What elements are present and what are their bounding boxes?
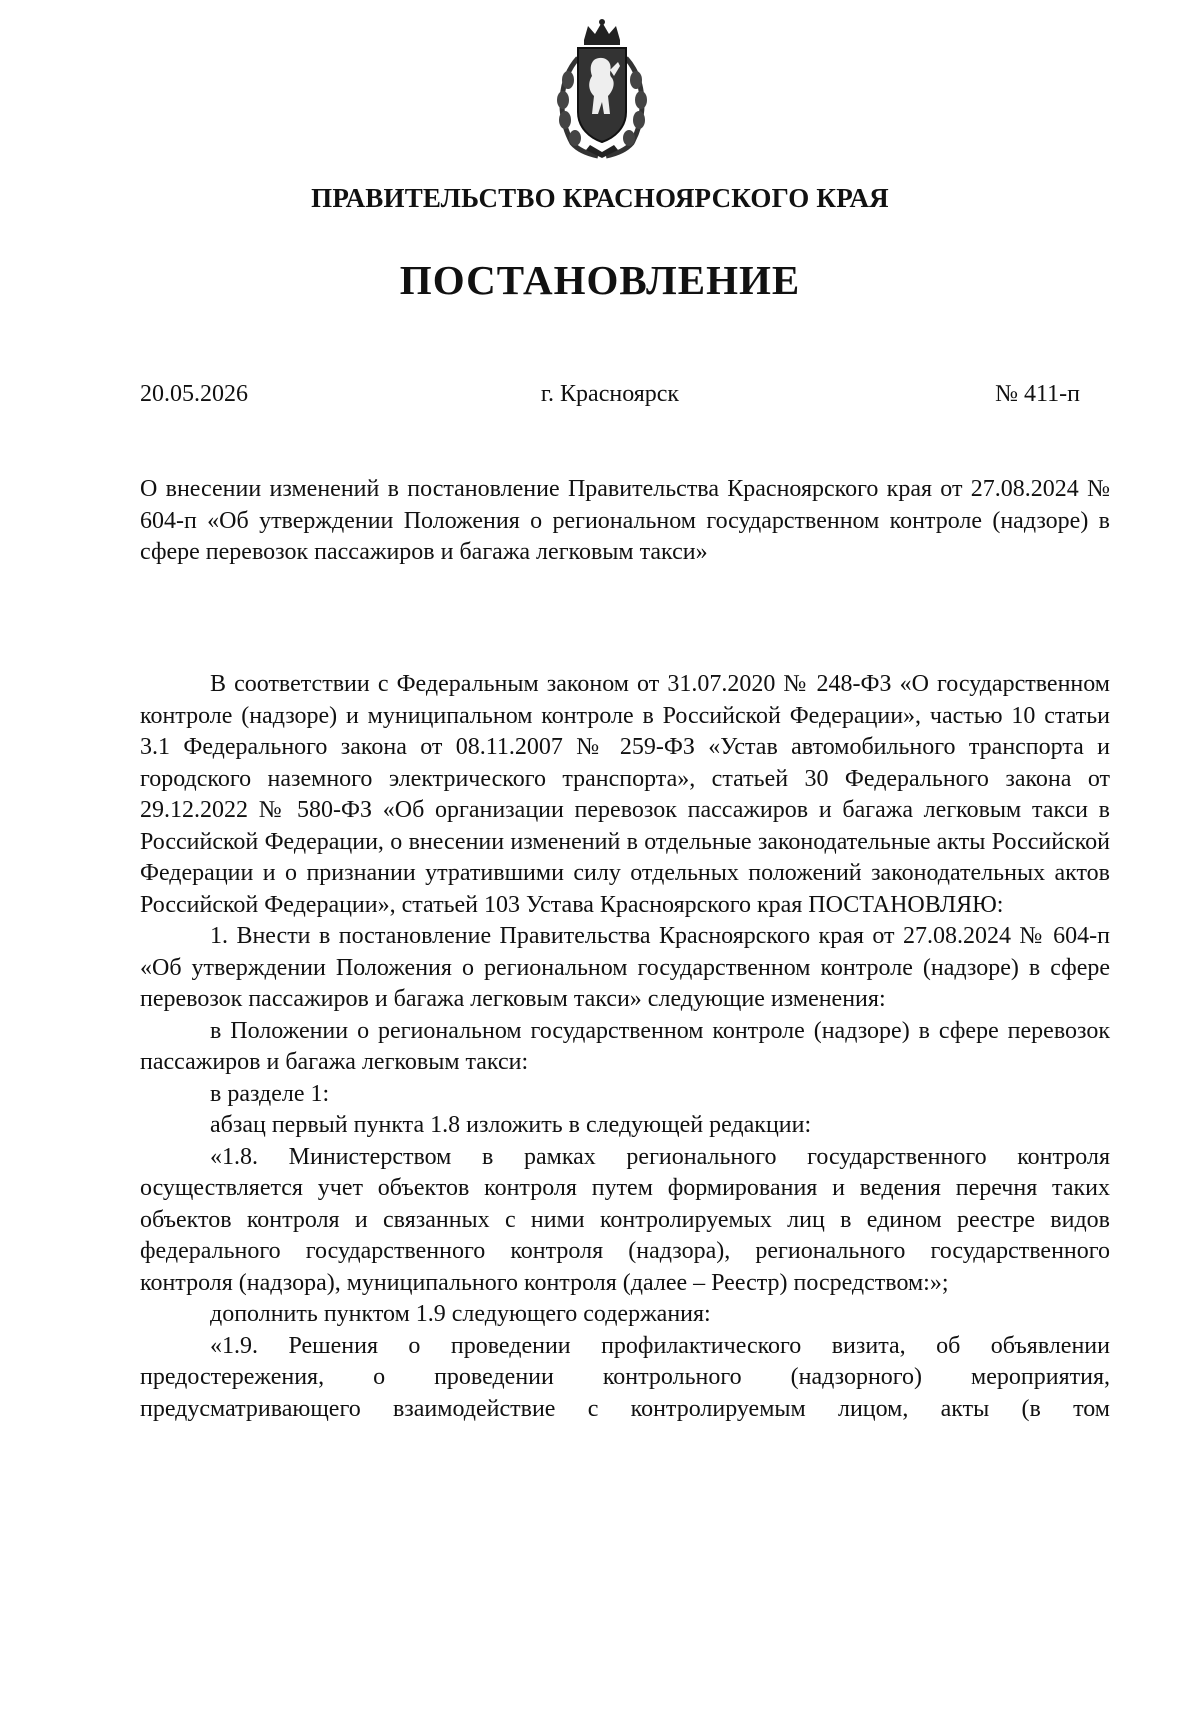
paragraph-clause-1-8-intro: абзац первый пункта 1.8 изложить в следующей редакции: [210,1112,812,1138]
document-city: г. Красноярск [540,381,680,407]
paragraph-item-1: 1. Внести в постановление Правительства Красноярского края от 27.08.2024 № 604-п «Об утверждении Положения о региональном государственном контроле (надзоре) в сфере перевозок пассажиров и багажа легковым такси» следующие изменения: [140,923,1110,1012]
paragraph-section-1: в разделе 1: [210,1080,330,1107]
document-subject: О внесении изменений в постановление Правительства Красноярского края от 27.08.2024 № 604-п «Об утверждении Положения о региональном государственном контроле (надзоре) в сфере перевозок пассажиров и багажа легковым такси» [140,476,1110,565]
coat-of-arms-icon [548,18,656,160]
paragraph-clause-1-9-intro: дополнить пунктом 1.9 следующего содержания: [210,1301,711,1327]
paragraph-clause-1-8-text: «1.8. Министерством в рамках регионального государственного контроля осуществляется учет объектов контроля путем формирования и ведения перечня таких объектов контроля и связанных с ними контролируемых лиц в едином реестре видов федерального государственного контроля (надзора), регионального государственного контроля (надзора), муниципального контроля (далее – Реестр) посредством:»; [140,1143,1110,1296]
document-date: 20.05.2026 [140,381,248,407]
document-meta [140,381,1080,413]
document-body [140,669,1110,1425]
paragraph-legal-basis: В соответствии с Федеральным законом от 31.07.2020 № 248-ФЗ «О государственном контроле (надзоре) и муниципальном контроле в Российской Федерации», частью 10 статьи 3.1 Федерального закона от 08.11.2007 № 259-ФЗ «Устав автомобильного транспорта и городского наземного электрического транспорта», статьей 30 Федерального закона от 29.12.2022 № 580-ФЗ «Об организации перевозок пассажиров и багажа легковым такси в Российской Федерации, о внесении изменений в отдельные законодательные акты Российской Федерации и о признании утратившими силу отдельных положений законодательных актов Российской Федерации», статьей 103 Устава Красноярского края ПОСТАНОВЛЯЮ: [140,671,1110,918]
paragraph-regulation-scope: в Положении о региональном государственном контроле (надзоре) в сфере перевозок пассажиров и багажа легковым такси: [140,1017,1110,1075]
document-type-title: ПОСТАНОВЛЕНИЕ [399,257,801,303]
document-number: № 411-п [995,381,1080,407]
government-name: ПРАВИТЕЛЬСТВО КРАСНОЯРСКОГО КРАЯ [311,183,889,213]
paragraph-clause-1-9-text: «1.9. Решения о проведении профилактического визита, об объявлении предостережения, о проведении контрольного (надзорного) мероприятия, предусматривающего взаимодействие с контролируемым лицом, акты (в том [140,1332,1110,1422]
